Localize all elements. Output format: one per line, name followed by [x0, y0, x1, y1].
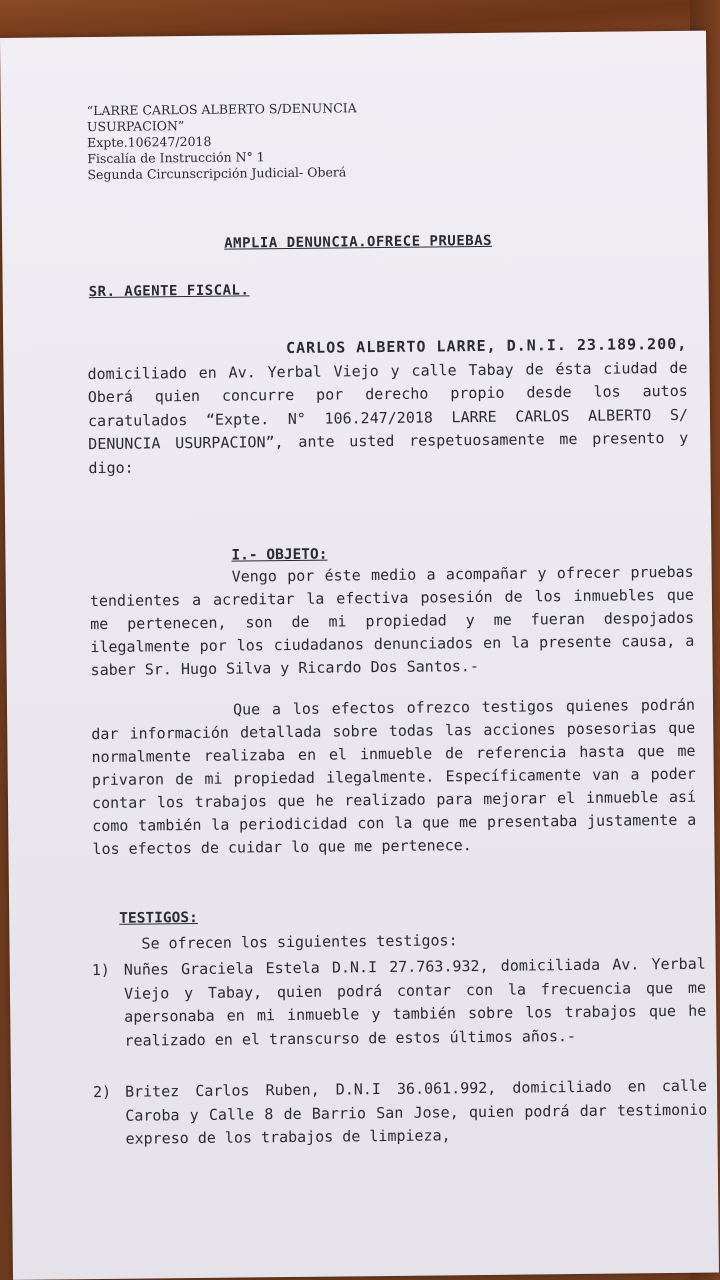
case-title-line-1: “LARRE CARLOS ALBERTO S/DENUNCIA: [86, 100, 357, 119]
testigos-heading: TESTIGOS:: [119, 909, 198, 927]
prosecutor-office: Fiscalía de Instrucción N° 1: [87, 149, 265, 167]
case-number: Expte.106247/2018: [87, 133, 212, 151]
document-title: AMPLIA DENUNCIA.OFRECE PRUEBAS: [224, 232, 493, 252]
intro-body: domiciliado en Av. Yerbal Viejo y calle Tabay de ésta ciudad de Oberá quien concurre por derecho propio desde los autos caratulados “Expte. N° 106.247/2018 LARRE CARLOS ALBERTO S/ DENUNCIA USURPACION”, ante usted respetuosamente me presento y digo:: [87, 358, 689, 477]
witness-text: Britez Carlos Ruben, D.N.I 36.061.992, domiciliado en calle Caroba y Calle 8 de Barrio San Jose, quien podrá dar testimonio expreso de los trabajos de limpieza,: [124, 1076, 708, 1148]
objeto-heading: I.- OBJETO:: [231, 546, 328, 564]
witness-number: 2): [92, 1082, 112, 1102]
intro-lead: CARLOS ALBERTO LARRE, D.N.I. 23.189.200,: [285, 334, 688, 358]
judicial-district: Segunda Circunscripción Judicial- Oberá: [87, 164, 347, 183]
witness-item-2: [93, 1075, 708, 1152]
witness-text: Nuñes Graciela Estela D.N.I 27.763.932, domiciliada Av. Yerbal Viejo y Tabay, quien podrá contar con la frecuencia que me apersonaba en mi inmueble y también sobre los trabajos que he realizado en el transcurso de estos últimos años.-: [123, 954, 707, 1050]
document-page: [0, 31, 719, 1280]
witness-number: 1): [91, 960, 110, 980]
intro-paragraph: [87, 333, 688, 480]
objeto-paragraph-2: Que a los efectos ofrezco testigos quienes podrán dar información detallada sobre todas las acciones posesorias que normalmente realizaba en el inmueble de referencia hasta que me privaron de mi propiedad ilegalmente. Específicamente van a poder contar los trabajos que he realizado para mejorar el inmueble así como también la periodicidad con la que me presentaba justamente a los efectos de cuidar lo que me pertenece.: [91, 695, 697, 859]
objeto-paragraph-1: Vengo por éste medio a acompañar y ofrecer pruebas tendientes a acreditar la efectiva posesión de los inmuebles que me pertenecen, son de mi propiedad y me fueran despojados ilegalmente por los ciudadanos denunciados en la presente causa, a saber Sr. Hugo Silva y Ricardo Dos Santos.-: [89, 562, 695, 680]
witness-item-1: [92, 953, 707, 1053]
case-title-line-2: USURPACION”: [86, 118, 185, 135]
testigos-lead-in: Se ofrecen los siguientes testigos:: [141, 931, 458, 953]
addressee: SR. AGENTE FISCAL.: [88, 282, 250, 301]
case-header: [87, 100, 358, 183]
